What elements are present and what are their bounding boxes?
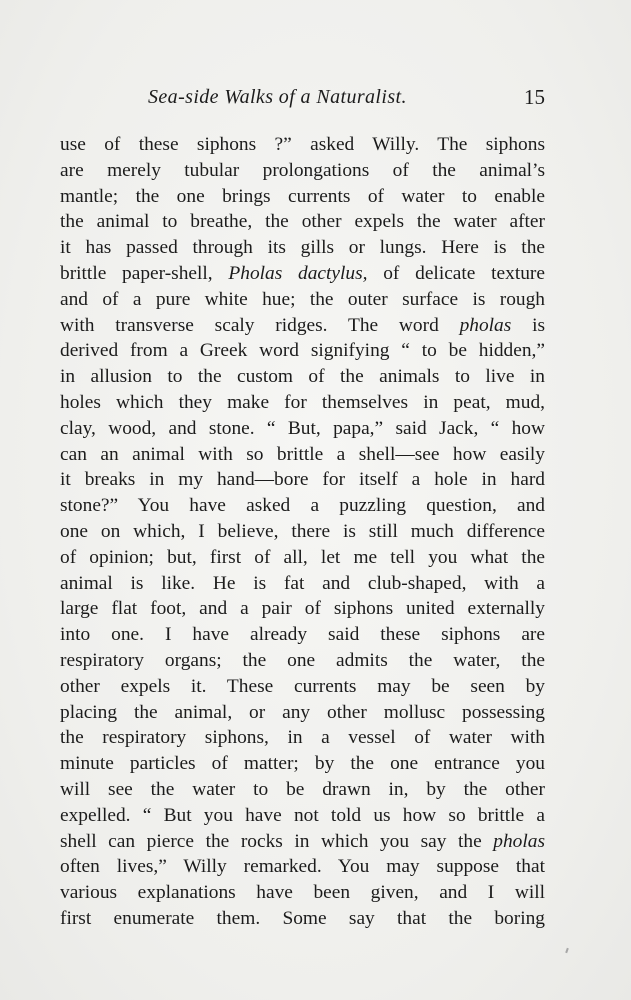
text-line: the animal to breathe, the other expels the water after [60, 211, 545, 233]
text-line: one on which, I believe, there is still much difference [60, 520, 545, 542]
page-header [60, 86, 545, 116]
text-line: use of these siphons ?” asked Willy. The siphons [60, 134, 545, 155]
print-speck [565, 948, 569, 953]
text-line: mantle; the one brings currents of water to enable [60, 185, 545, 207]
text-line: derived from a Greek word signifying “ to be hidden,” [60, 340, 545, 362]
text-line: into one. I have already said these siphons are [60, 624, 545, 646]
text-line: in allusion to the custom of the animals to live in [60, 366, 545, 388]
text-line: expelled. “ But you have not told us how so brittle a [60, 804, 545, 826]
text-line: can an animal with so brittle a shell—see how easily [60, 443, 545, 465]
text-line: of opinion; but, first of all, let me tell you what the [60, 546, 545, 568]
text-line: holes which they make for themselves in peat, mud, [60, 391, 545, 413]
text-line: often lives,” Willy remarked. You may suppose that [60, 856, 545, 878]
text-line: animal is like. He is fat and club-shaped, with a [60, 572, 545, 594]
text-line: clay, wood, and stone. “ But, papa,” said Jack, “ how [60, 417, 545, 439]
body-text [60, 132, 545, 932]
text-line: with transverse scaly ridges. The word pholas is [60, 314, 545, 336]
text-line: other expels it. These currents may be seen by [60, 675, 545, 697]
running-title: Sea-side Walks of a Naturalist. [148, 86, 407, 108]
text-line: it has passed through its gills or lungs. Here is the [60, 237, 545, 259]
page-number: 15 [524, 85, 545, 109]
text-line: placing the animal, or any other mollusc possessing [60, 701, 545, 723]
text-line: are merely tubular prolongations of the animal’s [60, 159, 545, 181]
text-line: shell can pierce the rocks in which you say the pholas [60, 830, 545, 852]
text-line: and of a pure white hue; the outer surface is rough [60, 288, 545, 310]
text-line: the respiratory siphons, in a vessel of water with [60, 727, 545, 749]
text-line: various explanations have been given, and I will [60, 882, 545, 904]
text-line: minute particles of matter; by the one entrance you [60, 753, 545, 775]
text-line: large flat foot, and a pair of siphons united externally [60, 598, 545, 620]
text-line: first enumerate them. Some say that the boring [60, 907, 545, 929]
text-line: it breaks in my hand—bore for itself a hole in hard [60, 469, 545, 491]
text-line: stone?” You have asked a puzzling question, and [60, 495, 545, 517]
text-line: will see the water to be drawn in, by the other [60, 778, 545, 800]
text-line: brittle paper-shell, Pholas dactylus, of delicate texture [60, 262, 545, 284]
text-line: respiratory organs; the one admits the water, the [60, 649, 545, 671]
